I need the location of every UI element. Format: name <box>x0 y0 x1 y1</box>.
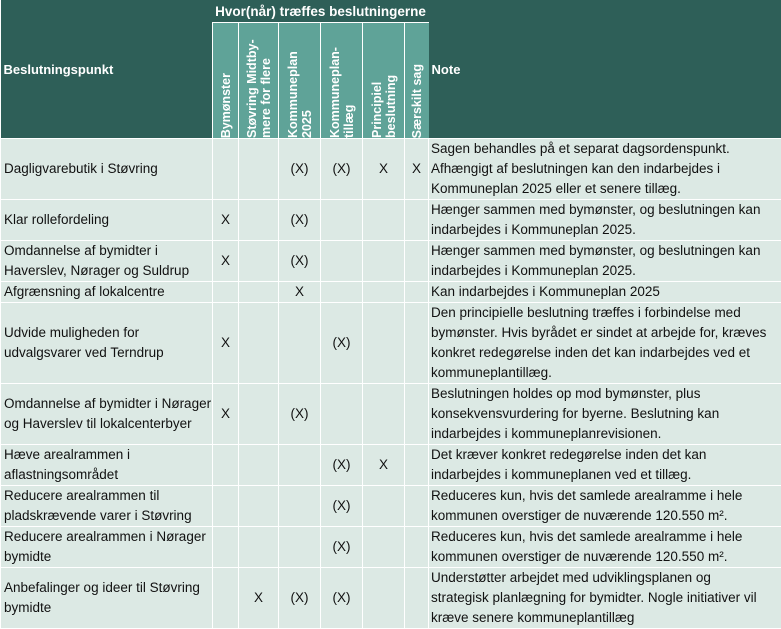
table-row <box>1 241 781 282</box>
row-note <box>429 486 781 527</box>
table-row <box>1 445 781 486</box>
note-line: indarbejdes i kommuneplanrevisionen. <box>431 424 781 444</box>
row-mark <box>405 200 429 241</box>
row-mark: (X) <box>279 200 321 241</box>
note-line: indarbejdes i Kommuneplan 2025. <box>431 261 781 281</box>
row-point: Afgrænsning af lokalcentre <box>1 282 213 303</box>
table-row <box>1 384 781 445</box>
row-note <box>429 139 781 200</box>
row-mark: X <box>363 445 405 486</box>
row-mark <box>405 445 429 486</box>
row-mark <box>239 384 279 445</box>
row-mark: (X) <box>321 303 363 384</box>
table-row <box>1 139 781 200</box>
row-mark: X <box>213 303 239 384</box>
row-point: Reducere arealrammen i Nørager bymidte <box>1 527 213 568</box>
row-mark: X <box>213 241 239 282</box>
row-point: Hæve arealrammen i aflastningsområdet <box>1 445 213 486</box>
row-mark <box>213 568 239 629</box>
column-header-label: Støvring Midtby-mere for flere <box>245 26 273 138</box>
row-note <box>429 241 781 282</box>
row-mark: (X) <box>279 384 321 445</box>
row-mark <box>363 486 405 527</box>
table-row <box>1 568 781 629</box>
row-mark: (X) <box>321 139 363 200</box>
column-header-principiel-beslutning <box>363 23 405 139</box>
row-mark <box>405 527 429 568</box>
row-mark <box>239 139 279 200</box>
group-header-title: Hvor(når) træffes beslutningerne <box>213 0 429 23</box>
column-header-label: Særskilt sag <box>410 62 424 138</box>
row-note <box>429 527 781 568</box>
row-point: Anbefalinger og ideer til Støvring bymidte <box>1 568 213 629</box>
row-mark: (X) <box>321 568 363 629</box>
note-line: kommunen overstiger de nuværende 120.550 m². <box>431 506 781 526</box>
row-point: Omdannelse af bymidter i Haverslev, Nørager og Suldrup <box>1 241 213 282</box>
column-header-kommuneplan-2025 <box>279 23 321 139</box>
column-header-stovring-midtby <box>239 23 279 139</box>
row-mark <box>405 303 429 384</box>
row-mark <box>405 384 429 445</box>
note-line: Sagen behandles på et separat dagsordenspunkt. <box>431 139 781 159</box>
row-note <box>429 445 781 486</box>
row-mark: X <box>279 282 321 303</box>
column-header-label: Principiel beslutning <box>370 26 398 138</box>
note-line: kræve senere kommuneplantillæg <box>431 608 781 628</box>
table-body <box>1 139 781 629</box>
row-mark <box>405 568 429 629</box>
row-mark: (X) <box>321 445 363 486</box>
row-mark <box>363 303 405 384</box>
row-point: Reducere arealrammen til pladskrævende varer i Støvring <box>1 486 213 527</box>
column-header-saerskilt-sag <box>405 23 429 139</box>
row-mark <box>239 445 279 486</box>
row-point: Udvide muligheden for udvalgsvarer ved Terndrup <box>1 303 213 384</box>
table-row <box>1 486 781 527</box>
row-mark <box>363 200 405 241</box>
row-mark <box>279 303 321 384</box>
row-mark: X <box>239 568 279 629</box>
note-line: Reduceres kun, hvis det samlede arealramme i hele <box>431 486 781 506</box>
row-mark <box>321 282 363 303</box>
row-point: Dagligvarebutik i Støvring <box>1 139 213 200</box>
row-mark: (X) <box>279 241 321 282</box>
column-header-label: Kommuneplan-tillæg <box>328 26 356 138</box>
row-mark <box>363 568 405 629</box>
row-mark <box>213 282 239 303</box>
row-mark: X <box>213 384 239 445</box>
row-mark: X <box>213 200 239 241</box>
note-line: kommuneplantillæg. <box>431 363 781 383</box>
column-header-point: Beslutningspunkt <box>1 0 213 139</box>
note-line: konkret redegørelse inden det kan indarbejdes ved et <box>431 343 781 363</box>
note-line: konsekvensvurdering for byerne. Beslutning kan <box>431 404 781 424</box>
row-mark <box>363 384 405 445</box>
note-line: Den principielle beslutning træffes i forbindelse med <box>431 303 781 323</box>
table-row <box>1 282 781 303</box>
row-mark <box>363 282 405 303</box>
row-mark <box>405 241 429 282</box>
table-row <box>1 527 781 568</box>
row-mark <box>363 527 405 568</box>
note-line: Kan indarbejdes i Kommuneplan 2025 <box>431 282 781 302</box>
column-header-kommuneplantillaeg <box>321 23 363 139</box>
row-mark <box>213 445 239 486</box>
note-line: Beslutningen holdes op mod bymønster, plus <box>431 384 781 404</box>
row-mark <box>321 384 363 445</box>
column-header-label: Bymønster <box>219 71 233 138</box>
row-point: Klar rollefordeling <box>1 200 213 241</box>
column-header-note: Note <box>429 0 781 139</box>
row-note <box>429 568 781 629</box>
note-line: strategisk planlægning for bymidter. Nogle initiativer vil <box>431 588 781 608</box>
note-line: indarbejdes i kommuneplanen ved et tillæg. <box>431 465 781 485</box>
row-mark: X <box>363 139 405 200</box>
row-mark <box>239 303 279 384</box>
row-mark: (X) <box>279 568 321 629</box>
note-line: Det kræver konkret redegørelse inden det kan <box>431 445 781 465</box>
row-note <box>429 384 781 445</box>
row-mark <box>279 445 321 486</box>
row-note <box>429 303 781 384</box>
row-mark <box>321 241 363 282</box>
row-mark <box>279 486 321 527</box>
row-mark: (X) <box>321 527 363 568</box>
table-row <box>1 303 781 384</box>
column-header-label: Kommuneplan 2025 <box>286 26 314 138</box>
row-mark <box>213 527 239 568</box>
row-mark <box>213 139 239 200</box>
row-mark <box>405 282 429 303</box>
row-mark <box>239 241 279 282</box>
note-line: Hænger sammen med bymønster, og beslutningen kan <box>431 241 781 261</box>
row-mark <box>239 200 279 241</box>
note-line: Understøtter arbejdet med udviklingsplanen og <box>431 568 781 588</box>
row-point: Omdannelse af bymidter i Nørager og Haverslev til lokalcenterbyer <box>1 384 213 445</box>
row-mark: X <box>405 139 429 200</box>
row-mark <box>239 527 279 568</box>
row-mark <box>405 486 429 527</box>
note-line: kommunen overstiger de nuværende 120.550 m². <box>431 547 781 567</box>
row-note <box>429 282 781 303</box>
table-row <box>1 200 781 241</box>
row-mark <box>321 200 363 241</box>
note-line: bymønster. Hvis byrådet er sindet at arbejde for, kræves <box>431 323 781 343</box>
row-mark: (X) <box>321 486 363 527</box>
row-mark <box>239 282 279 303</box>
note-line: Kommuneplan 2025 eller et senere tillæg. <box>431 179 781 199</box>
note-line: indarbejdes i Kommuneplan 2025. <box>431 220 781 240</box>
row-mark <box>239 486 279 527</box>
note-line: Afhængigt af beslutningen kan den indarbejdes i <box>431 159 781 179</box>
row-mark <box>213 486 239 527</box>
note-line: Hænger sammen med bymønster, og beslutningen kan <box>431 200 781 220</box>
row-mark: (X) <box>279 139 321 200</box>
row-mark <box>279 527 321 568</box>
note-line: Reduceres kun, hvis det samlede arealramme i hele <box>431 527 781 547</box>
column-header-bymonster <box>213 23 239 139</box>
row-mark <box>363 241 405 282</box>
row-note <box>429 200 781 241</box>
